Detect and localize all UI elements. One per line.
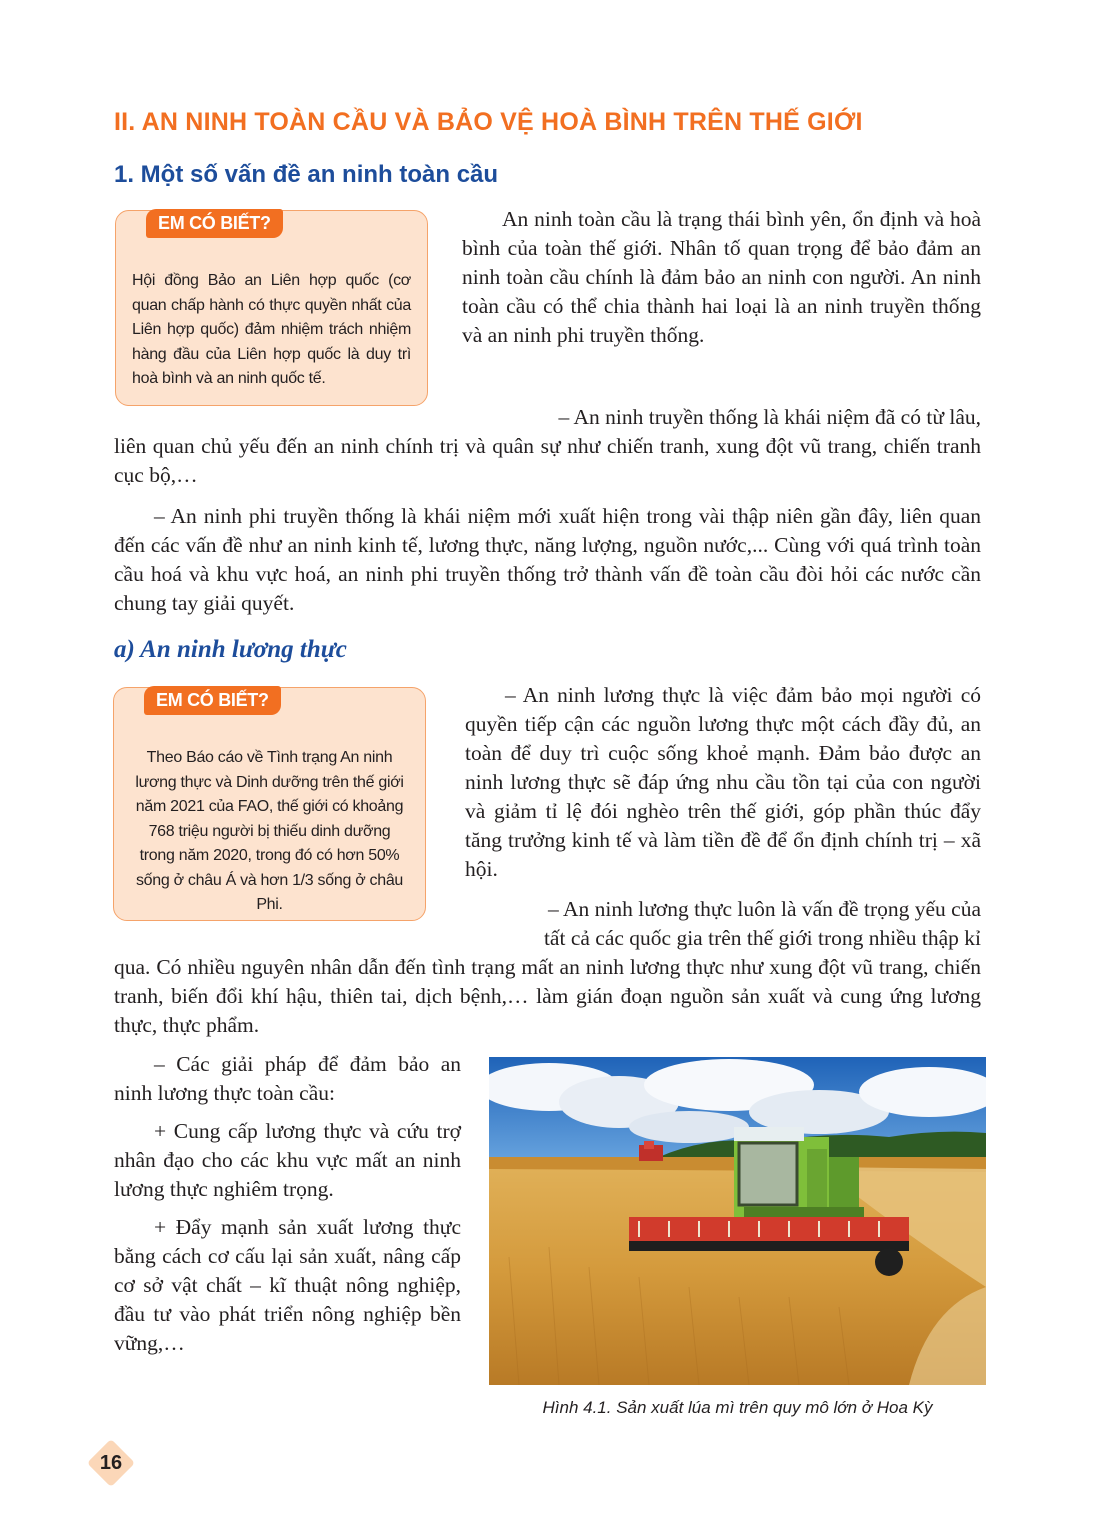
food-issue-rest: qua. Có nhiều nguyên nhân dẫn đến tình trạng mất an ninh lương thực như xung đột vũ trang, chiến tranh, biến đổi khí hậu, thiên tai, dịch bệnh,… làm gián đoạn nguồn sản xuất và cung ứng lương thực, thực phẩm. <box>114 955 981 1037</box>
did-you-know-title: EM CÓ BIẾT? <box>146 209 283 238</box>
solutions-intro: – Các giải pháp để đảm bảo an ninh lương thực toàn cầu: <box>114 1052 461 1105</box>
section-title: II. AN NINH TOÀN CẦU VÀ BẢO VỆ HOÀ BÌNH TRÊN THẾ GIỚI <box>114 108 863 136</box>
intro-paragraph: An ninh toàn cầu là trạng thái bình yên, ổn định và hoà bình của toàn thế giới. Nhân tố quan trọng để bảo đảm an ninh toàn cầu chính là đảm bảo an ninh con người. An ninh toàn cầu có thể chia thành hai loại là an ninh truyền thống và an ninh phi truyền thống. <box>462 207 981 347</box>
figure-caption: Hình 4.1. Sản xuất lúa mì trên quy mô lớn ở Hoa Kỳ <box>542 1398 933 1417</box>
traditional-security-line1: – An ninh truyền thống là khái niệm đã có từ lâu, <box>558 405 981 429</box>
food-definition: – An ninh lương thực là việc đảm bảo mọi người có quyền tiếp cận các nguồn lương thực một cách đầy đủ, an toàn để duy trì cuộc sống khoẻ mạnh. Đảm bảo được an ninh lương thực sẽ đáp ứng nhu cầu tồn tại của con người và giảm tỉ lệ đói nghèo trên thế giới, góp phần thúc đẩy tăng trưởng kinh tế và làm tiền đề để ổn định chính trị – xã hội. <box>465 683 981 881</box>
subsection-title: 1. Một số vấn đề an ninh toàn cầu <box>114 161 499 188</box>
solution-item-2: + Đẩy mạnh sản xuất lương thực bằng cách cơ cấu lại sản xuất, nâng cấp cơ sở vật chất – kĩ thuật nông nghiệp, đầu tư vào phát triển nông nghiệp bền vững,… <box>114 1215 461 1355</box>
page-number-text: 16 <box>99 1452 123 1474</box>
food-issue-line1: – An ninh lương thực luôn là vấn đề trọng yếu của <box>548 897 981 921</box>
page-number <box>88 1440 134 1486</box>
food-issue-line2: tất cả các quốc gia trên thế giới trong nhiều thập kỉ <box>543 926 981 950</box>
did-you-know-title: EM CÓ BIẾT? <box>144 686 281 715</box>
did-you-know-text: Hội đồng Bảo an Liên hợp quốc (cơ quan chấp hành có thực quyền nhất của Liên hợp quốc) đảm nhiệm trách nhiệm hàng đầu của Liên hợp quốc là duy trì hoà bình và an ninh quốc tế. <box>132 272 411 387</box>
did-you-know-text: Theo Báo cáo về Tình trạng An ninh lương thực và Dinh dưỡng trên thế giới năm 2021 của FAO, thế giới có khoảng 768 triệu người bị thiếu dinh dưỡng trong năm 2020, trong đó có hơn 50% sống ở châu Á và hơn 1/3 sống ở châu Phi. <box>135 749 404 913</box>
wheat-harvest-photo <box>489 1057 986 1385</box>
food-security-heading: a) An ninh lương thực <box>114 636 347 663</box>
nontraditional-security: – An ninh phi truyền thống là khái niệm mới xuất hiện trong vài thập niên gần đây, liên quan đến các vấn đề như an ninh kinh tế, lương thực, năng lượng, nguồn nước,... Cùng với quá trình toàn cầu hoá và khu vực hoá, an ninh phi truyền thống trở thành vấn đề toàn cầu đòi hỏi các nước cần chung tay giải quyết. <box>114 504 981 615</box>
did-you-know-box-2 <box>113 687 426 921</box>
traditional-security-rest: liên quan chủ yếu đến an ninh chính trị và quân sự như chiến tranh, xung đột vũ trang, chiến tranh cục bộ,… <box>114 434 981 487</box>
solution-item-1: + Cung cấp lương thực và cứu trợ nhân đạo cho các khu vực mất an ninh lương thực nghiêm trọng. <box>114 1119 461 1201</box>
did-you-know-box-1 <box>115 210 428 406</box>
